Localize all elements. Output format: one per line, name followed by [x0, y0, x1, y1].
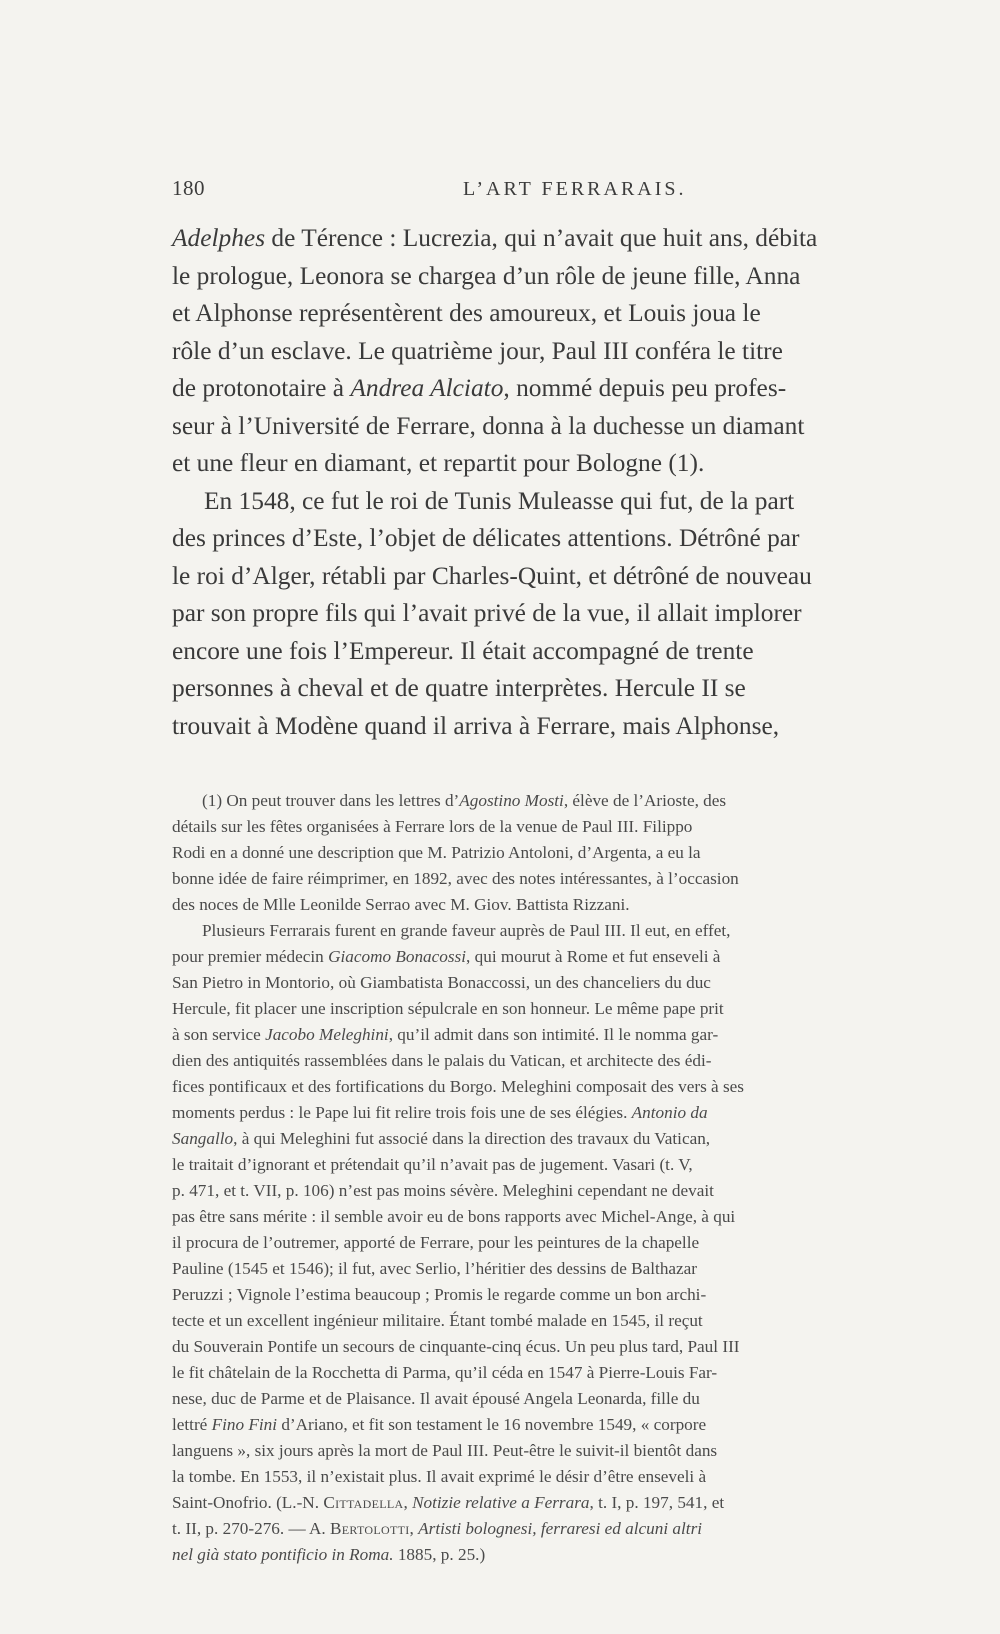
main-text: [172, 220, 962, 745]
footnote-line-segment: Saint-Onofrio. (L.-N.: [172, 1493, 324, 1512]
footnote-line-segment: nel già stato pontificio in Roma.: [172, 1545, 394, 1564]
footnote-line: [172, 944, 962, 970]
footnote-line: [172, 1100, 962, 1126]
footnote-line: [172, 1386, 962, 1412]
footnote-line-segment: la tombe. En 1553, il n’existait plus. Il avait exprimé le désir d’être enseveli à: [172, 1467, 707, 1486]
footnote-line-segment: Notizie relative a Ferrara: [412, 1493, 590, 1512]
footnote-line-segment: 1885, p. 25.): [393, 1545, 486, 1564]
footnote-line-segment: Bertolotti: [330, 1519, 410, 1538]
footnote-line-segment: Giacomo Bonacossi: [328, 947, 467, 966]
footnote-line-segment: Rodi en a donné une description que M. Patrizio Antoloni, d’Argenta, a eu la: [172, 843, 701, 862]
body-line-segment: Adelphes: [172, 224, 266, 252]
body-line-segment: par son propre fils qui l’avait privé de la vue, il allait implorer: [172, 599, 802, 627]
footnote-line: [172, 892, 962, 918]
footnote-line-segment: Artisti bolognesi, ferraresi ed alcuni altri: [418, 1519, 703, 1538]
footnote-line: [172, 1516, 962, 1542]
body-line: [172, 370, 962, 408]
footnote-line-segment: Antonio da: [631, 1103, 708, 1122]
footnote-line-segment: ,: [403, 1493, 413, 1512]
footnote-line-segment: , à qui Meleghini fut associé dans la direction des travaux du Vatican,: [233, 1129, 711, 1148]
body-line-segment: seur à l’Université de Ferrare, donna à la duchesse un diamant: [172, 411, 805, 440]
page-number: 180: [172, 176, 205, 200]
footnote-line-segment: il procura de l’outremer, apporté de Ferrare, pour les peintures de la chapelle: [172, 1233, 700, 1252]
footnote-line: [172, 1412, 962, 1438]
footnote-line-segment: pour premier médecin: [172, 947, 329, 966]
footnote-line: [172, 866, 962, 892]
footnote-line-segment: à son service: [172, 1025, 266, 1044]
footnote-line: [172, 1178, 962, 1204]
body-line-segment: de Térence : Lucrezia, qui n’avait que huit ans, débita: [265, 224, 818, 252]
footnote-line-segment: languens », six jours après la mort de Paul III. Peut-être le suivit-il bientôt dans: [172, 1441, 718, 1460]
footnote-line: [172, 1282, 962, 1308]
footnote-line-segment: Plusieurs Ferrarais furent en grande faveur auprès de Paul III. Il eut, en effet,: [202, 921, 731, 940]
body-line: [172, 408, 962, 446]
footnote-line-segment: San Pietro in Montorio, où Giambatista Bonaccossi, un des chanceliers du duc: [172, 973, 711, 992]
footnote-line-segment: (1) On peut trouver dans les lettres d’: [202, 791, 460, 810]
body-line: [172, 520, 962, 558]
body-line: [172, 483, 962, 521]
footnote-line-segment: du Souverain Pontife un secours de cinquante-cinq écus. Un peu plus tard, Paul III: [172, 1337, 740, 1356]
footnote-line-segment: bonne idée de faire réimprimer, en 1892, avec des notes intéressantes, à l’occasion: [172, 869, 739, 888]
footnote-line: [172, 1048, 962, 1074]
footnote-line-segment: Cittadella: [323, 1493, 404, 1512]
footnote-line: [172, 1256, 962, 1282]
body-line-segment: et une fleur en diamant, et repartit pour Bologne (1).: [172, 449, 705, 477]
running-header: [172, 176, 802, 201]
body-line-segment: des princes d’Este, l’objet de délicates attentions. Détrôné par: [172, 524, 800, 552]
footnote-line: [172, 996, 962, 1022]
body-line: [172, 633, 962, 671]
footnote-line-segment: d’Ariano, et fit son testament le 16 novembre 1549, « corpore: [277, 1415, 707, 1434]
footnote-line-segment: Jacobo Meleghini: [265, 1025, 389, 1044]
footnote-line-segment: Agostino Mosti: [459, 791, 564, 810]
footnote-line: [172, 814, 962, 840]
body-line-segment: rôle d’un esclave. Le quatrième jour, Paul III conféra le titre: [172, 336, 783, 365]
footnote-line: [172, 1204, 962, 1230]
footnote-line: [172, 1360, 962, 1386]
footnote-line-segment: Hercule, fit placer une inscription sépulcrale en son honneur. Le même pape prit: [172, 999, 724, 1018]
body-line-segment: le roi d’Alger, rétabli par Charles-Quint, et détrôné de nouveau: [172, 561, 812, 590]
body-line: [172, 670, 962, 708]
footnote-line: [172, 1022, 962, 1048]
body-line-segment: En 1548, ce fut le roi de Tunis Muleasse qui fut, de la part: [204, 486, 795, 515]
body-line-segment: encore une fois l’Empereur. Il était accompagné de trente: [172, 636, 754, 665]
footnote-line-segment: pas être sans mérite : il semble avoir eu de bons rapports avec Michel-Ange, à qui: [172, 1207, 736, 1226]
body-line-segment: de protonotaire à: [172, 374, 351, 402]
footnote-line: [172, 918, 962, 944]
body-line: [172, 595, 962, 633]
footnote-line-segment: , qu’il admit dans son intimité. Il le nomma gar-: [388, 1025, 719, 1044]
footnote-line: [172, 1152, 962, 1178]
body-line-segment: trouvait à Modène quand il arriva à Ferrare, mais Alphonse,: [172, 711, 780, 740]
footnote-line-segment: Sangallo: [172, 1129, 234, 1148]
footnote-line-segment: , élève de l’Arioste, des: [563, 791, 727, 810]
footnote-line: [172, 1230, 962, 1256]
footnotes: [172, 788, 962, 1568]
footnote-line-segment: tecte et un excellent ingénieur militaire. Étant tombé malade en 1545, il reçut: [172, 1311, 703, 1330]
footnote-line-segment: fices pontificaux et des fortifications du Borgo. Meleghini composait des vers à ses: [172, 1077, 744, 1096]
body-line-segment: et Alphonse représentèrent des amoureux, et Louis joua le: [172, 299, 761, 327]
footnote-line: [172, 1074, 962, 1100]
footnote-line-segment: dien des antiquités rassemblées dans le palais du Vatican, et architecte des édi-: [172, 1051, 712, 1070]
body-line: [172, 445, 962, 483]
footnote-line-segment: détails sur les fêtes organisées à Ferrare lors de la venue de Paul III. Filippo: [172, 817, 693, 836]
footnote-line: [172, 1334, 962, 1360]
body-line: [172, 258, 962, 296]
body-line: [172, 220, 962, 258]
footnote-line-segment: le fit châtelain de la Rocchetta di Parma, qu’il céda en 1547 à Pierre-Louis Far-: [172, 1363, 718, 1382]
body-line-segment: , nommé depuis peu profes-: [503, 374, 787, 402]
body-line: [172, 708, 962, 746]
footnote-line: [172, 1542, 962, 1568]
footnote-line: [172, 1464, 962, 1490]
body-line-segment: le prologue, Leonora se chargea d’un rôle de jeune fille, Anna: [172, 261, 801, 290]
footnote-line-segment: Pauline (1545 et 1546); il fut, avec Serlio, l’héritier des dessins de Balthazar: [172, 1259, 698, 1278]
footnote-line-segment: ,: [409, 1519, 419, 1538]
footnote-line-segment: Fino Fini: [211, 1415, 278, 1434]
footnote-line-segment: , t. I, p. 197, 541, et: [589, 1493, 725, 1512]
footnote-line: [172, 1126, 962, 1152]
body-line: [172, 558, 962, 596]
footnote-line-segment: le traitait d’ignorant et prétendait qu’il n’avait pas de jugement. Vasari (t. V,: [172, 1155, 693, 1174]
footnote-line-segment: des noces de Mlle Leonilde Serrao avec M. Giov. Battista Rizzani.: [172, 895, 630, 914]
body-line-segment: personnes à cheval et de quatre interprètes. Hercule II se: [172, 674, 746, 702]
body-line: [172, 333, 962, 371]
footnote-line: [172, 840, 962, 866]
footnote-line: [172, 970, 962, 996]
footnote-line-segment: p. 471, et t. VII, p. 106) n’est pas moins sévère. Meleghini cependant ne devait: [172, 1181, 714, 1200]
footnote-line: [172, 1490, 962, 1516]
footnote-line-segment: Peruzzi ; Vignole l’estima beaucoup ; Promis le regarde comme un bon archi-: [172, 1285, 707, 1304]
footnote-line-segment: moments perdus : le Pape lui fit relire trois fois une de ses élégies.: [172, 1103, 632, 1122]
body-line: [172, 295, 962, 333]
footnote-line: [172, 788, 962, 814]
footnote-line-segment: lettré: [172, 1415, 212, 1434]
body-line-segment: Andrea Alciato: [350, 374, 504, 402]
footnote-line-segment: , qui mourut à Rome et fut enseveli à: [466, 947, 721, 966]
footnote-line-segment: t. II, p. 270-276. — A.: [172, 1519, 331, 1538]
footnote-line: [172, 1438, 962, 1464]
footnote-line: [172, 1308, 962, 1334]
footnote-line-segment: nese, duc de Parme et de Plaisance. Il avait épousé Angela Leonarda, fille du: [172, 1389, 700, 1408]
running-title: L’ART FERRARAIS.: [463, 178, 687, 200]
